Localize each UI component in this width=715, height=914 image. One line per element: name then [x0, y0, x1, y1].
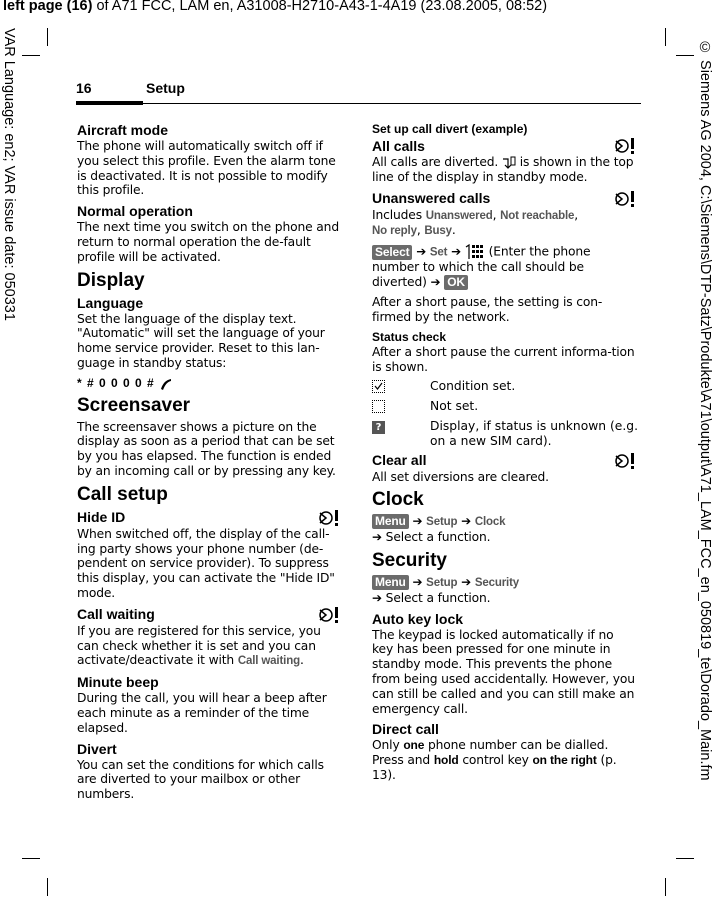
select-softkey[interactable]: Select [372, 245, 412, 260]
divert-symbol-icon [502, 156, 516, 170]
callsetup-heading: Call setup [77, 483, 168, 505]
crop-mark [676, 55, 694, 56]
crop-mark [665, 28, 666, 46]
question-icon: ? [372, 421, 385, 434]
crop-mark [22, 55, 40, 56]
clock-heading: Clock [372, 489, 424, 511]
minutebeep-text: During the call, you will hear a beep after each minute as a reminder of the time elapsed. [77, 691, 327, 735]
crop-mark [676, 858, 694, 859]
running-header [0, 0, 715, 18]
running-header-page: left page (16) [3, 0, 93, 14]
network-service-icon [612, 452, 638, 470]
left-column [77, 122, 342, 807]
header-rule [143, 103, 641, 104]
screensaver-heading: Screensaver [77, 394, 191, 416]
confirm-text: After a short pause, the setting is con-firmed by the network. [372, 295, 603, 325]
clearall-text: All set diversions are cleared. [372, 469, 549, 484]
status-row-notset: Not set. [372, 399, 638, 416]
call-key-icon [159, 377, 173, 391]
right-column [372, 122, 638, 788]
screensaver-text: The screensaver shows a picture on the display as soon as a period that can be set by you has elapsed. The function is ended by an incoming call or by pressing any key. [77, 419, 336, 478]
unanswered-text: Includes Unanswered, Not reachable, No reply, Busy. [372, 207, 579, 238]
crop-mark [47, 28, 48, 46]
security-path: Menu ➔ Setup ➔ Security ➔ Select a function. [372, 575, 519, 605]
check-icon [372, 380, 385, 393]
arrow-icon: ➔ [372, 530, 382, 545]
security-heading: Security [372, 550, 447, 572]
header-rule [76, 101, 143, 105]
empty-box-icon [372, 400, 385, 413]
network-service-icon [316, 509, 342, 527]
language-text: Set the language of the display text. "Automatic" will set the language of your home service provider. Reset to this lan-guage in standby status: [77, 311, 325, 370]
language-heading: Language [77, 294, 144, 311]
aircraft-text: The phone will automatically switch off if you select this profile. Even the alarm tone is deactivated. It is not possible to modify this profile. [77, 139, 336, 198]
arrow-icon: ➔ [416, 244, 427, 259]
divert-text: You can set the conditions for which calls are diverted to your mailbox or other numbers. [77, 757, 324, 802]
hideid-text: When switched off, the display of the call-ing party shows your phone number (de-pendent on service provider). To suppress this display, you can activate the "Hide ID" mode. [77, 526, 335, 600]
network-service-icon [612, 190, 638, 208]
aircraft-heading: Aircraft mode [77, 122, 169, 138]
divert-steps: Select ➔ Set ➔ (Enter the phone number to which the call should be diverted) ➔ OK [372, 244, 591, 290]
running-header-rest: of A71 FCC, LAM en, A31008-H2710-A43-1-4A19 (23.08.2005, 08:52) [92, 0, 548, 14]
side-note-right: © Siemens AG 2004, C:\Siemens\DTP-Satz\Produkte\A71\output\A71_LAM_FCC_en_050819_te\Dorado_Main.fm [697, 40, 713, 781]
allcalls-text: All calls are diverted. is shown in the top line of the display in standby mode. [372, 155, 634, 184]
page-title: Setup [146, 80, 185, 96]
arrow-icon: ➔ [372, 590, 382, 605]
arrow-icon: ➔ [412, 514, 423, 529]
example-heading: Set up call divert (example) [372, 122, 528, 136]
normal-text: The next time you switch on the phone and return to normal operation the de-fault profile will be activated. [77, 220, 339, 264]
side-note-left: VAR Language: en2; VAR issue date: 050331 [1, 28, 17, 321]
callwaiting-heading: Call waiting [77, 606, 342, 624]
status-row-set: Condition set. [372, 379, 638, 396]
unanswered-heading: Unanswered calls [372, 190, 638, 208]
allcalls-heading: All calls [372, 137, 638, 155]
crop-mark [47, 878, 48, 896]
keypad-icon [465, 244, 485, 260]
arrow-icon: ➔ [412, 575, 423, 590]
directcall-heading: Direct call [372, 721, 439, 738]
normal-heading: Normal operation [77, 203, 193, 220]
callwaiting-text: If you are registered for this service, you can check whether it is set and you can activate/deactivate it with Call waiting. [77, 623, 321, 668]
arrow-icon: ➔ [451, 244, 462, 259]
autokey-text: The keypad is locked automatically if no key has been pressed for one minute in standby mode. This prevents the phone from being used accidentally. However, you can still be called and you can still make an emergency call. [372, 627, 635, 716]
menu-softkey[interactable]: Menu [372, 575, 409, 590]
ok-softkey[interactable]: OK [444, 275, 468, 290]
status-text: After a short pause the current informa-tion is shown. [372, 344, 635, 374]
arrow-icon: ➔ [430, 275, 441, 290]
autokey-heading: Auto key lock [372, 610, 464, 627]
arrow-icon: ➔ [461, 514, 472, 529]
menu-softkey[interactable]: Menu [372, 514, 409, 529]
network-service-icon [612, 137, 638, 155]
crop-mark [22, 858, 40, 859]
display-heading: Display [77, 269, 145, 291]
minutebeep-heading: Minute beep [77, 674, 159, 691]
crop-mark [665, 878, 666, 896]
divert-heading: Divert [77, 740, 117, 757]
page-number: 16 [76, 80, 92, 96]
status-heading: Status check [372, 329, 447, 344]
network-service-icon [316, 606, 342, 624]
status-row-unknown: ? Display, if status is unknown (e.g. on a new SIM card). [372, 419, 638, 449]
directcall-text: Only one phone number can be dialled. Press and hold control key on the right (p. 13). [372, 738, 617, 783]
hideid-heading: Hide ID [77, 509, 342, 527]
clearall-heading: Clear all [372, 452, 638, 470]
arrow-icon: ➔ [461, 575, 472, 590]
reset-code: * # 0 0 0 0 # [77, 376, 342, 391]
clock-path: Menu ➔ Setup ➔ Clock ➔ Select a function. [372, 514, 506, 545]
